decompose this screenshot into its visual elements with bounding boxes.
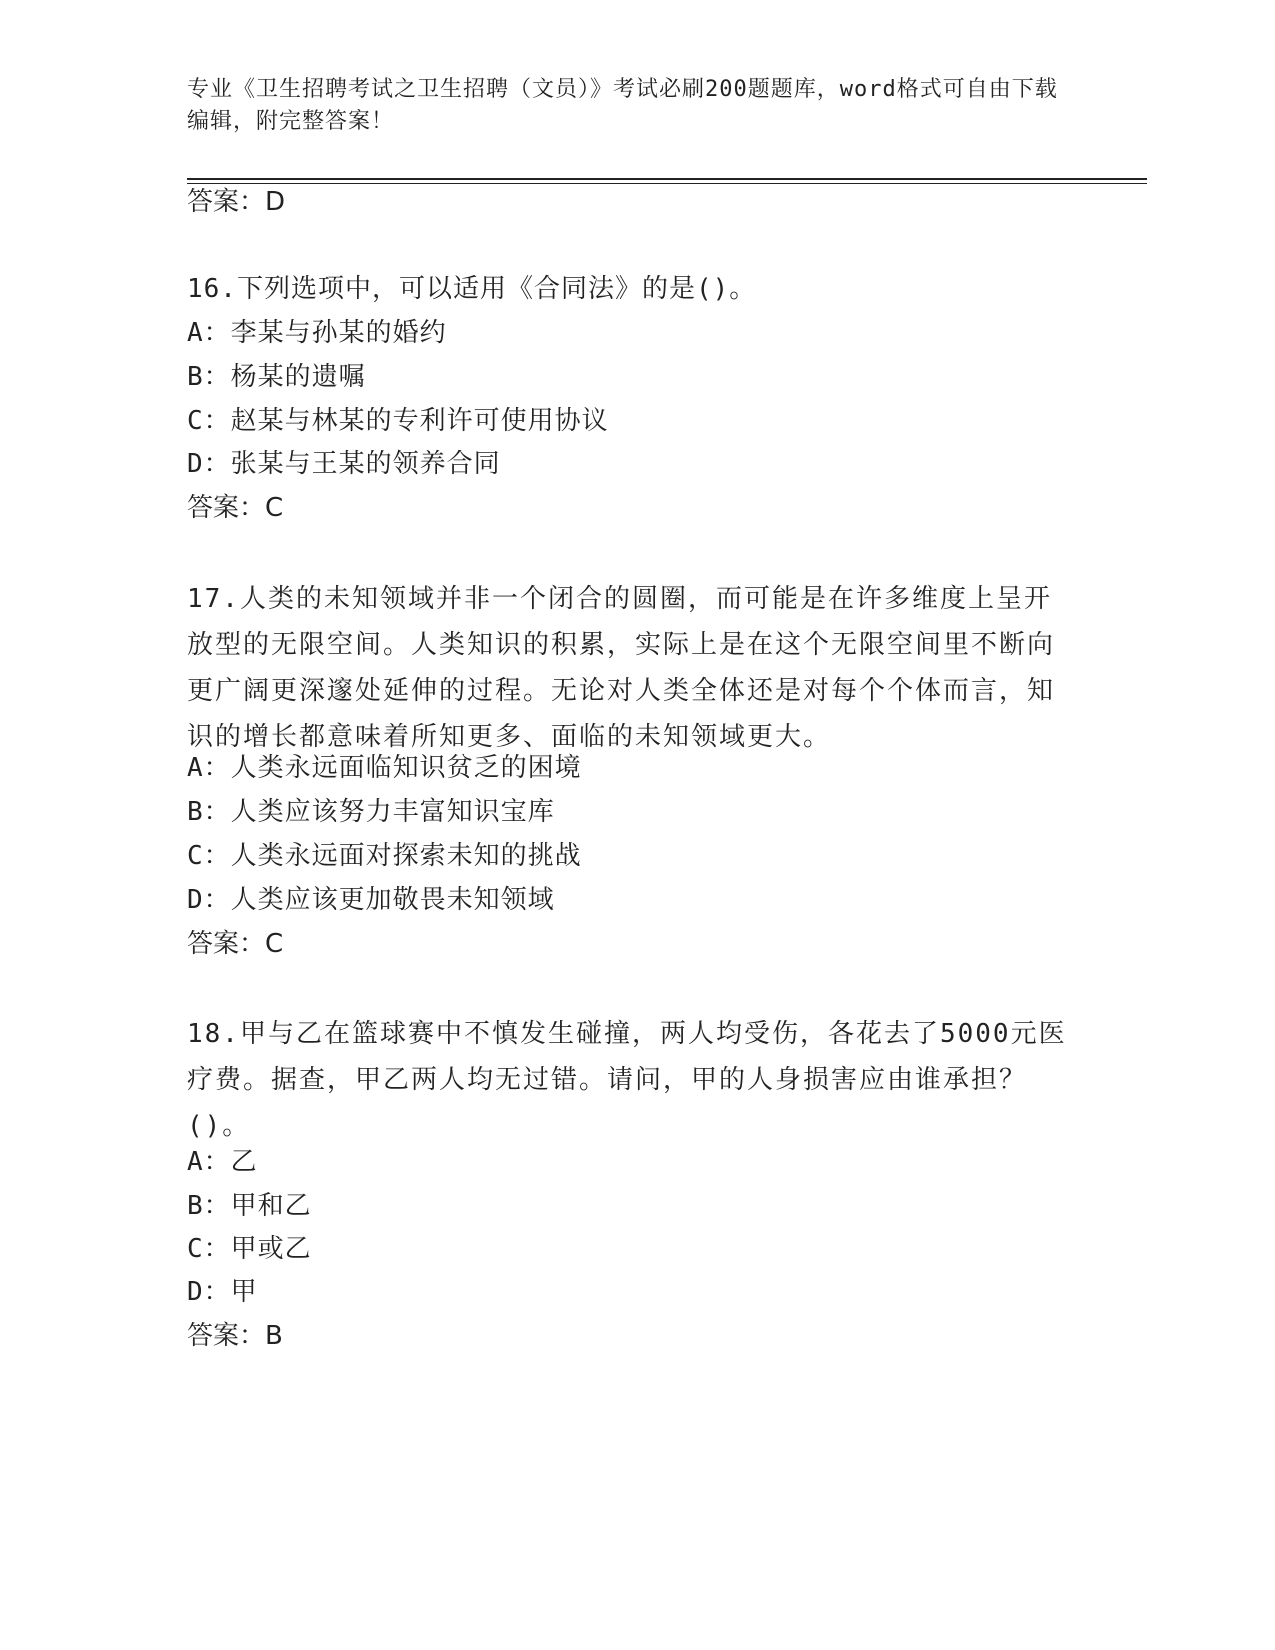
document-page [187,0,1147,1650]
header-divider-thin [187,183,1147,184]
question-17-option-c: C：人类永远面对探索未知的挑战 [187,841,582,871]
question-16-option-b: B：杨某的遗嘱 [187,362,366,392]
question-18-option-c: C：甲或乙 [187,1234,312,1264]
question-17-option-d: D：人类应该更加敬畏未知领域 [187,885,555,915]
previous-answer: 答案：D [187,187,286,217]
question-17-stem: 17.人类的未知领域并非一个闭合的圆圈，而可能是在许多维度上呈开放型的无限空间。人类知识的积累，实际上是在这个无限空间里不断向更广阔更深邃处延伸的过程。无论对人类全体还是对每个个体而言，知识的增长都意味着所知更多、面临的未知领域更大。 [187,584,1056,752]
question-18-option-a: A：乙 [187,1147,258,1177]
question-16-option-c: C：赵某与林某的专利许可使用协议 [187,406,609,436]
question-18-option-b: B：甲和乙 [187,1191,312,1221]
question-18-option-d: D：甲 [187,1277,258,1307]
question-16-answer: 答案：C [187,493,284,523]
question-17-answer: 答案：C [187,929,284,959]
question-16-stem: 16.下列选项中，可以适用《合同法》的是()。 [187,274,757,304]
question-18-answer: 答案：B [187,1321,283,1351]
question-18-stem: 18.甲与乙在篮球赛中不慎发生碰撞，两人均受伤，各花去了5000元医疗费。据查，甲乙两人均无过错。请问，甲的人身损害应由谁承担？()。 [187,1019,1067,1141]
question-16-option-d: D：张某与王某的领养合同 [187,449,501,479]
document-header: 专业《卫生招聘考试之卫生招聘（文员）》考试必刷200题题库，word格式可自由下载编辑，附完整答案！ [187,77,1058,134]
question-16-option-a: A：李某与孙某的婚约 [187,318,447,348]
question-17-option-a: A：人类永远面临知识贫乏的困境 [187,753,582,783]
header-divider-thick [187,178,1147,180]
question-17-option-b: B：人类应该努力丰富知识宝库 [187,797,555,827]
